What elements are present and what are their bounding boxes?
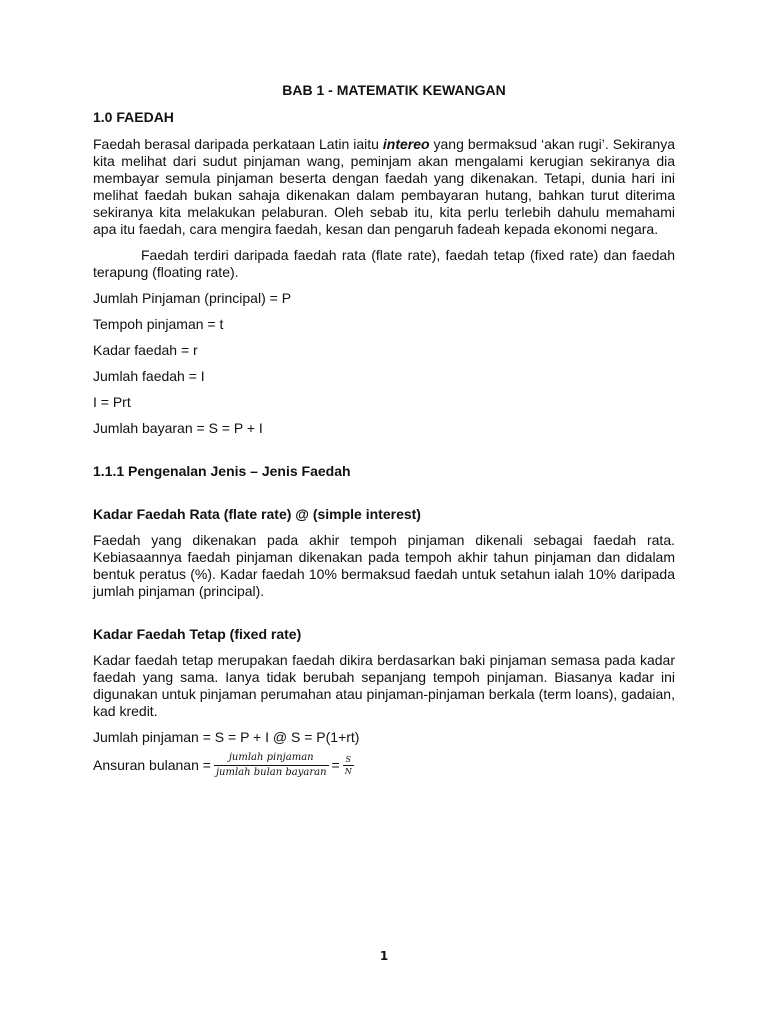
chapter-title: BAB 1 - MATEMATIK KEWANGAN bbox=[282, 82, 506, 98]
fraction-numerator: jumlah pinjaman bbox=[214, 752, 329, 766]
formula-interest: I = Prt bbox=[93, 394, 131, 410]
faedah-types-paragraph: Faedah terdiri daripada faedah rata (flate rate), faedah tetap (fixed rate) dan faedah terapung (floating rate). bbox=[93, 247, 675, 280]
fraction-n: N bbox=[344, 767, 352, 776]
fraction-denominator: jumlah bulan bayaran bbox=[215, 767, 327, 778]
fraction-s-over-n bbox=[343, 755, 354, 776]
equals-sign: = bbox=[331, 757, 340, 773]
page-number: 1 bbox=[379, 949, 389, 963]
formula-total-payment: Jumlah bayaran = S = P + I bbox=[93, 420, 263, 436]
fraction-loan-over-months bbox=[214, 752, 329, 779]
installment-label: Ansuran bulanan = bbox=[93, 757, 211, 773]
section-heading-faedah: 1.0 FAEDAH bbox=[93, 109, 174, 125]
faedah-intro-paragraph bbox=[93, 136, 675, 238]
definition-period: Tempoh pinjaman = t bbox=[93, 316, 224, 332]
fraction-s: S bbox=[343, 755, 354, 766]
formula-total-loan: Jumlah pinjaman = S = P + I @ S = P(1+rt) bbox=[93, 729, 360, 745]
section-heading-jenis-faedah: 1.1.1 Pengenalan Jenis – Jenis Faedah bbox=[93, 463, 351, 479]
formula-monthly-installment bbox=[93, 752, 675, 779]
heading-fixed-rate: Kadar Faedah Tetap (fixed rate) bbox=[93, 626, 302, 642]
definition-principal: Jumlah Pinjaman (principal) = P bbox=[93, 290, 292, 306]
definition-interest: Jumlah faedah = I bbox=[93, 368, 205, 384]
definitions-list bbox=[93, 290, 675, 437]
fixed-rate-paragraph: Kadar faedah tetap merupakan faedah dikira berdasarkan baki pinjaman semasa pada kadar faedah yang sama. Ianya tidak berubah sepanjang tempoh pinjaman. Biasanya kadar ini digunakan untuk pinjaman perumahan atau pinjaman-pinjaman berkala (term loans), gadaian, kad kredit. bbox=[93, 652, 675, 719]
latin-term: intereo bbox=[382, 136, 430, 152]
intro-text-rest: yang bermaksud ‘akan rugi’. Sekiranya kita melihat dari sudut pinjaman wang, peminjam akan mengalami kerugian sekiranya dia membayar semula pinjaman beserta dengan faedah yang dikenakan. Tetapi, dunia hari ini melihat faedah bukan sahaja dikenakan dalam pembayaran hutang, bahkan turut diterima sekiranya kita melakukan pelaburan. Oleh sebab itu, kita perlu terlebih dahulu memahami apa itu faedah, cara mengira faedah, kesan dan pengaruh fadeah kepada ekonomi negara. bbox=[93, 136, 675, 237]
definition-rate: Kadar faedah = r bbox=[93, 342, 198, 358]
flat-rate-paragraph: Faedah yang dikenakan pada akhir tempoh pinjaman dikenali sebagai faedah rata. Kebiasaannya faedah pinjaman dikenakan pada tempoh akhir tahun pinjaman dan didalam bentuk peratus (%). Kadar faedah 10% bermaksud faedah untuk setahun ialah 10% daripada jumlah pinjaman (principal). bbox=[93, 532, 675, 599]
document-page bbox=[93, 82, 675, 779]
intro-text-start: Faedah berasal daripada perkataan Latin iaitu bbox=[93, 136, 383, 152]
heading-flat-rate: Kadar Faedah Rata (flate rate) @ (simple interest) bbox=[93, 506, 421, 522]
